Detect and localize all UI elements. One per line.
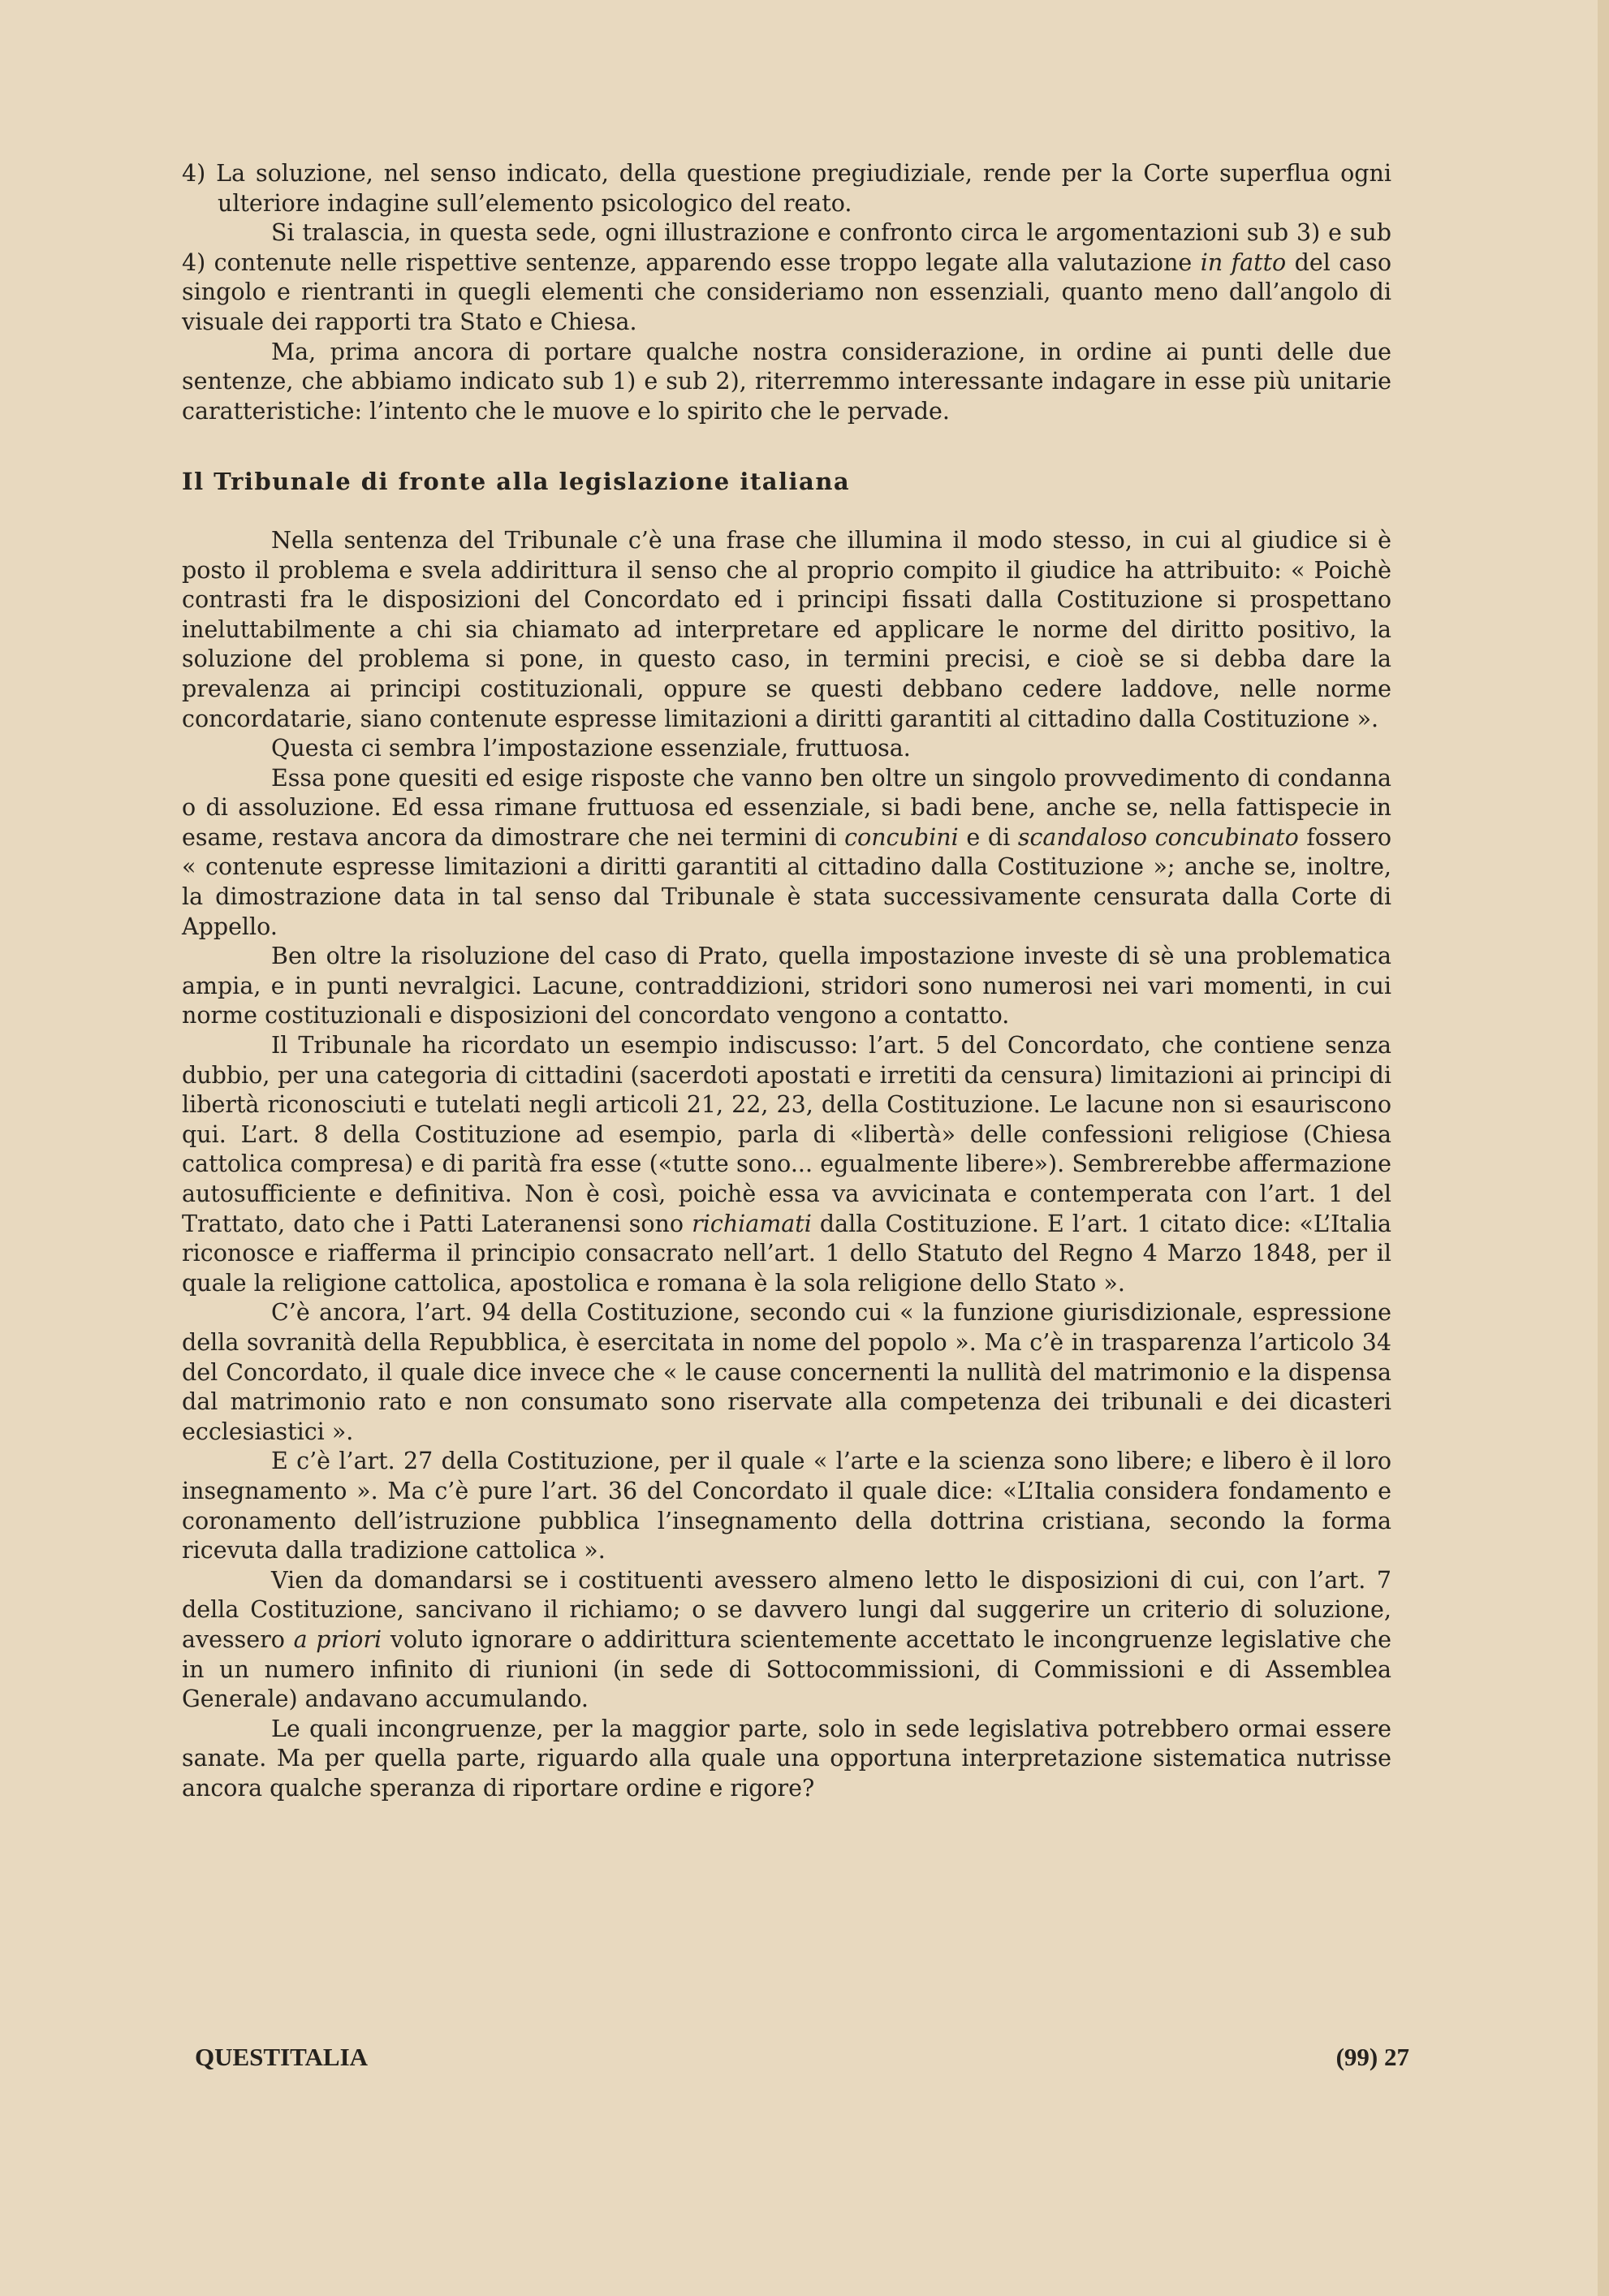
paragraph: E c’è l’art. 27 della Costituzione, per il quale « l’arte e la scienza sono libere; e libero è il loro insegnamento ». Ma c’è pure l’art. 36 del Concordato il quale dice: «L’Italia considera fondamento e coronamento dell’istruzione pubblica l’insegnamento della dottrina cristiana, secondo la forma ricevuta dalla tradizione cattolica ». [182,1448,1391,1564]
paragraph: Questa ci sembra l’impostazione essenziale, fruttuosa. [271,735,911,762]
paragraph: Vien da domandarsi se i costituenti avessero almeno letto le disposizioni di cui, con l’art. 7 della Costituzione, sancivano il richiamo; o se davvero lungi dal suggerire un criterio di soluzione, avessero a priori voluto ignorare o addirittura scientemente accettato le incongruenze legislative che in un numero infinito di riunioni (in sede di Sottocommissioni, di Commissioni e di Assemblea Generale) andavano accumulando. [182,1566,1391,1713]
paragraph-point-4: 4) La soluzione, nel senso indicato, della questione pregiudiziale, rende per la Corte superflua ogni ulteriore indagine sull’elemento psicologico del reato. [182,160,1391,217]
paragraph: Essa pone quesiti ed esige risposte che vanno ben oltre un singolo provvedimento di condanna o di assoluzione. Ed essa rimane fruttuosa ed essenziale, si badi bene, anche se, nella fattispecie in esame, restava ancora da dimostrare che nei termini di concubini e di scandaloso concubinato fossero « contenute espresse limitazioni a diritti garantiti al cittadino dalla Costituzione »; anche se, inoltre, la dimostrazione data in tal senso dal Tribunale è stata successivamente censurata dalla Corte di Appello. [182,764,1391,940]
italic-text: richiamati [692,1210,812,1237]
paragraph: Nella sentenza del Tribunale c’è una frase che illumina il modo stesso, in cui al giudice si è posto il problema e svela addirittura il senso che al proprio compito il giudice ha attribuito: « Poichè contrasti fra le disposizioni del Concordato ed i principi fissati dalla Costituzione si prospettano ineluttabilmente a chi sia chiamato ad interpretare ed applicare le norme del diritto positivo, la soluzione del problema si pone, in questo caso, in termini precisi, e cioè se si debba dare la prevalenza ai principi costituzionali, oppure se questi debbano cedere laddove, nelle norme concordatarie, siano contenute espresse limitazioni a diritti garantiti al cittadino dalla Costituzione ». [182,526,1391,732]
italic-text: in fatto [1200,248,1287,276]
paragraph: Le quali incongruenze, per la maggior parte, solo in sede legislativa potrebbero ormai essere sanate. Ma per quella parte, riguardo alla quale una opportuna interpretazione sistematica nutrisse ancora qualche speranza di riportare ordine e rigore? [182,1715,1391,1802]
paragraph: Ben oltre la risoluzione del caso di Prato, quella impostazione investe di sè una problematica ampia, e in punti nevralgici. Lacune, contraddizioni, stridori sono numerosi nei vari momenti, in cui norme costituzionali e disposizioni del concordato vengono a contatto. [182,943,1391,1029]
article-body [182,159,1391,1803]
paragraph: C’è ancora, l’art. 94 della Costituzione, secondo cui « la funzione giurisdizionale, espressione della sovranità della Repubblica, è esercitata in nome del popolo ». Ma c’è in trasparenza l’articolo 34 del Concordato, il quale dice invece che « le cause concernenti la nullità del matrimonio e la dispensa dal matrimonio rato e non consumato sono riservate alla competenza dei tribunali e dei dicasteri ecclesiastici ». [182,1299,1391,1445]
paragraph: Ma, prima ancora di portare qualche nostra considerazione, in ordine ai punti delle due sentenze, che abbiamo indicato sub 1) e sub 2), riterremmo interessante indagare in esse più unitarie caratteristiche: l’intento che le muove e lo spirito che le pervade. [182,338,1391,425]
paragraph: Il Tribunale ha ricordato un esempio indiscusso: l’art. 5 del Concordato, che contiene senza dubbio, per una categoria di cittadini (sacerdoti apostati e irretiti da censura) limitazioni ai principi di libertà riconosciuti e tutelati negli articoli 21, 22, 23, della Costituzione. Le lacune non si esauriscono qui. L’art. 8 della Costituzione ad esempio, parla di «libertà» delle confessioni religiose (Chiesa cattolica compresa) e di parità fra esse («tutte sono... egualmente libere»). Sembrerebbe affermazione autosufficiente e definitiva. Non è così, poichè essa va avvicinata e contemperata con l’art. 1 del Trattato, dato che i Patti Lateranensi sono richiamati dalla Costituzione. E l’art. 1 citato dice: «L’Italia riconosce e riafferma il principio consacrato nell’art. 1 dello Statuto del Regno 4 Marzo 1848, per il quale la religione cattolica, apostolica e romana è la sola religione dello Stato ». [182,1032,1391,1297]
paragraph: Si tralascia, in questa sede, ogni illustrazione e confronto circa le argomentazioni sub 3) e sub 4) contenute nelle rispettive sentenze, apparendo esse troppo legate alla valutazione in fatto del caso singolo e rientranti in quegli elementi che consideriamo non essenziali, quanto meno dall’angolo di visuale dei rapporti tra Stato e Chiesa. [182,219,1391,335]
section-heading: Il Tribunale di fronte alla legislazione italiana [182,468,851,496]
italic-text: concubini [844,823,959,851]
journal-name: QUESTITALIA [195,2043,369,2071]
page-edge [1598,0,1609,2296]
page-footer [195,2043,1409,2072]
italic-text: a priori [293,1625,382,1653]
italic-text: scandaloso concubinato [1017,823,1299,851]
page-number: (99) 27 [1335,2043,1409,2071]
